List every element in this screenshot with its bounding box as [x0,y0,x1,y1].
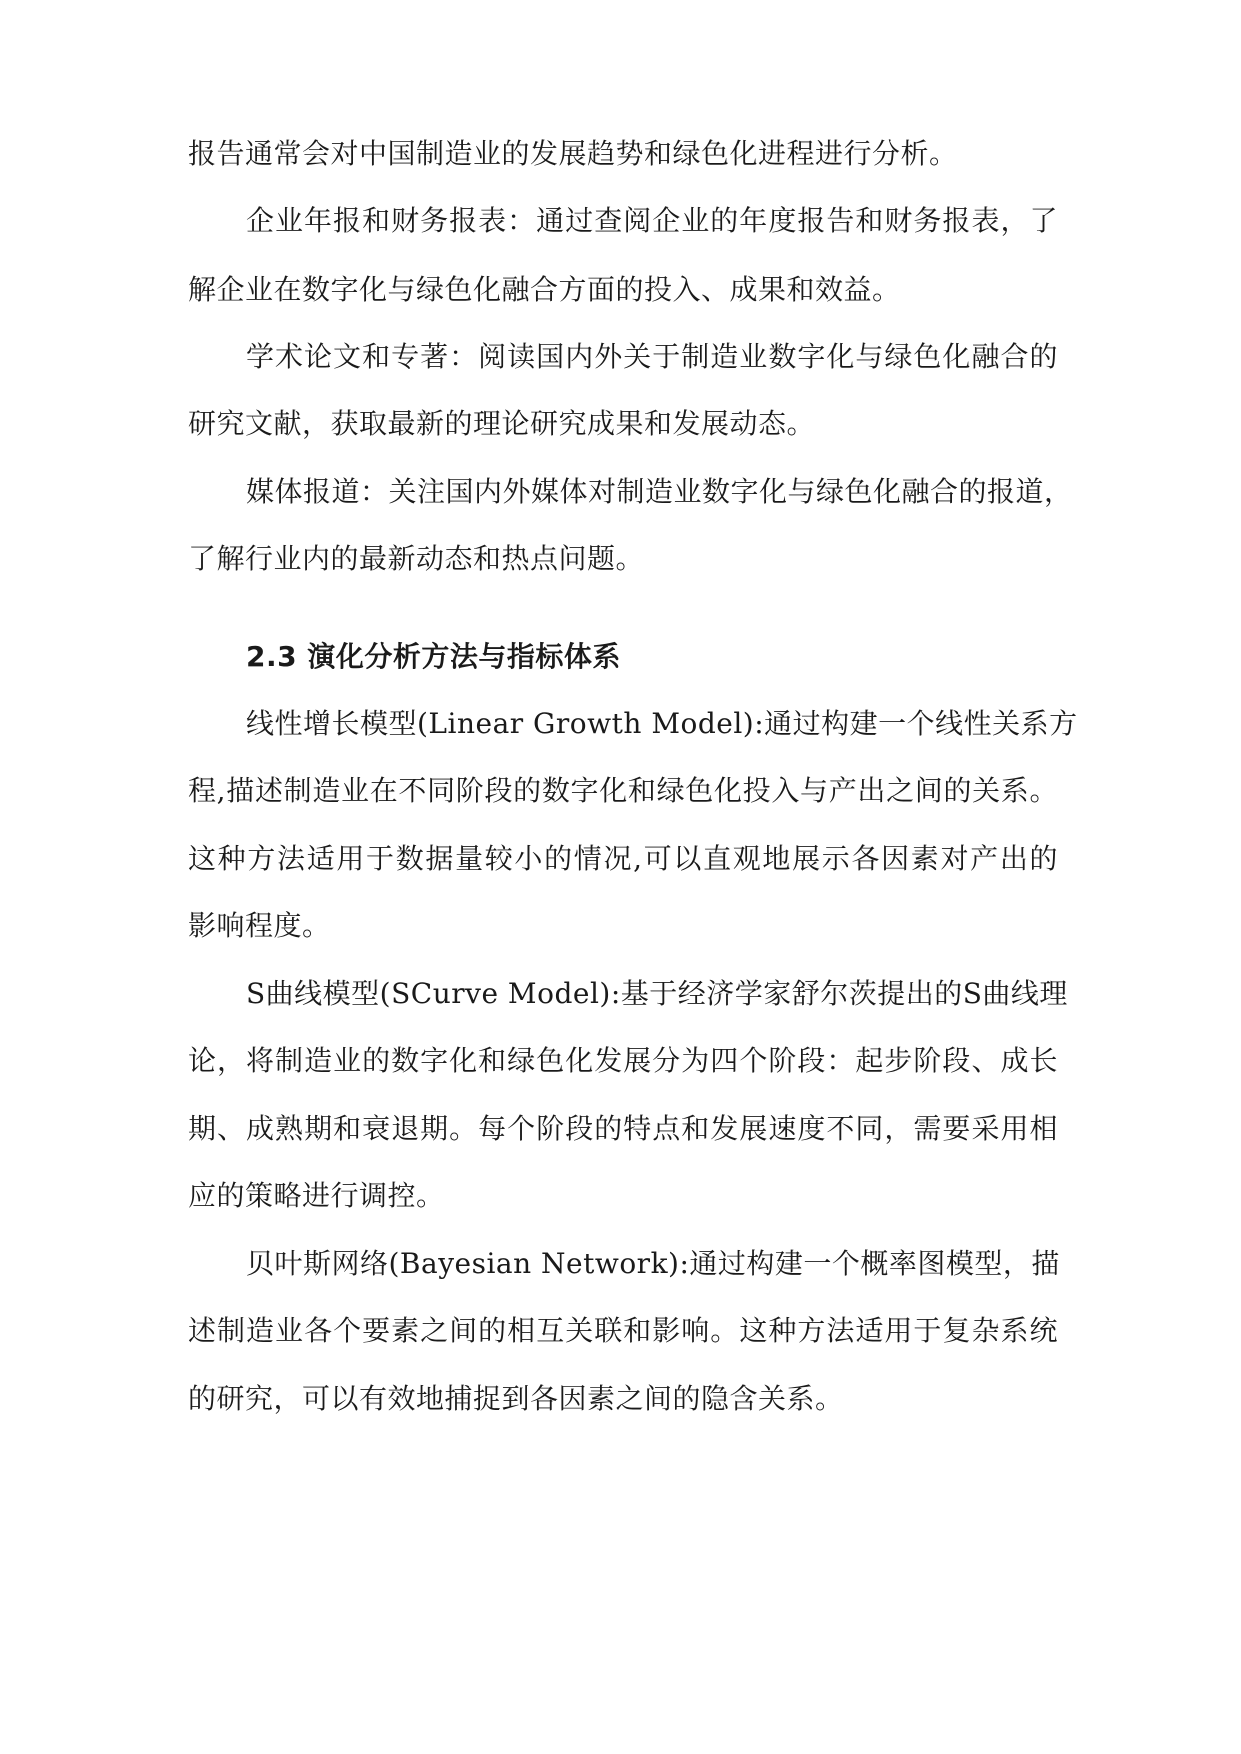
paragraph-line: 线性增长模型(Linear Growth Model):通过构建一个线性关系方 [246,707,1078,740]
paragraph-line: 影响程度。 [188,909,331,942]
section-heading: 2.3 演化分析方法与指标体系 [246,640,621,673]
paragraph-line: 解企业在数字化与绿色化融合方面的投入、成果和效益。 [188,273,901,306]
paragraph-line: 述制造业各个要素之间的相互关联和影响。这种方法适用于复杂系统 [188,1314,1058,1347]
paragraph-line: 这种方法适用于数据量较小的情况,可以直观地展示各因素对产出的 [188,842,1058,875]
paragraph-line: 程,描述制造业在不同阶段的数字化和绿色化投入与产出之间的关系。 [188,774,1058,807]
paragraph-line: 研究文献，获取最新的理论研究成果和发展动态。 [188,407,816,440]
paragraph-line: 企业年报和财务报表：通过查阅企业的年度报告和财务报表，了 [246,204,1058,237]
paragraph-line: 的研究，可以有效地捕捉到各因素之间的隐含关系。 [188,1382,844,1415]
paragraph-line: 期、成熟期和衰退期。每个阶段的特点和发展速度不同，需要采用相 [188,1112,1058,1145]
paragraph-line: 报告通常会对中国制造业的发展趋势和绿色化进程进行分析。 [188,137,958,170]
paragraph-line: S曲线模型(SCurve Model):基于经济学家舒尔茨提出的S曲线理 [246,977,1068,1010]
paragraph-line: 应的策略进行调控。 [188,1179,445,1212]
paragraph-line: 贝叶斯网络(Bayesian Network):通过构建一个概率图模型，描 [246,1247,1060,1280]
paragraph-line: 媒体报道：关注国内外媒体对制造业数字化与绿色化融合的报道， [246,475,1073,508]
paragraph-line: 论，将制造业的数字化和绿色化发展分为四个阶段：起步阶段、成长 [188,1044,1058,1077]
paragraph-line: 学术论文和专著：阅读国内外关于制造业数字化与绿色化融合的 [246,340,1058,373]
paragraph-line: 了解行业内的最新动态和热点问题。 [188,542,645,575]
